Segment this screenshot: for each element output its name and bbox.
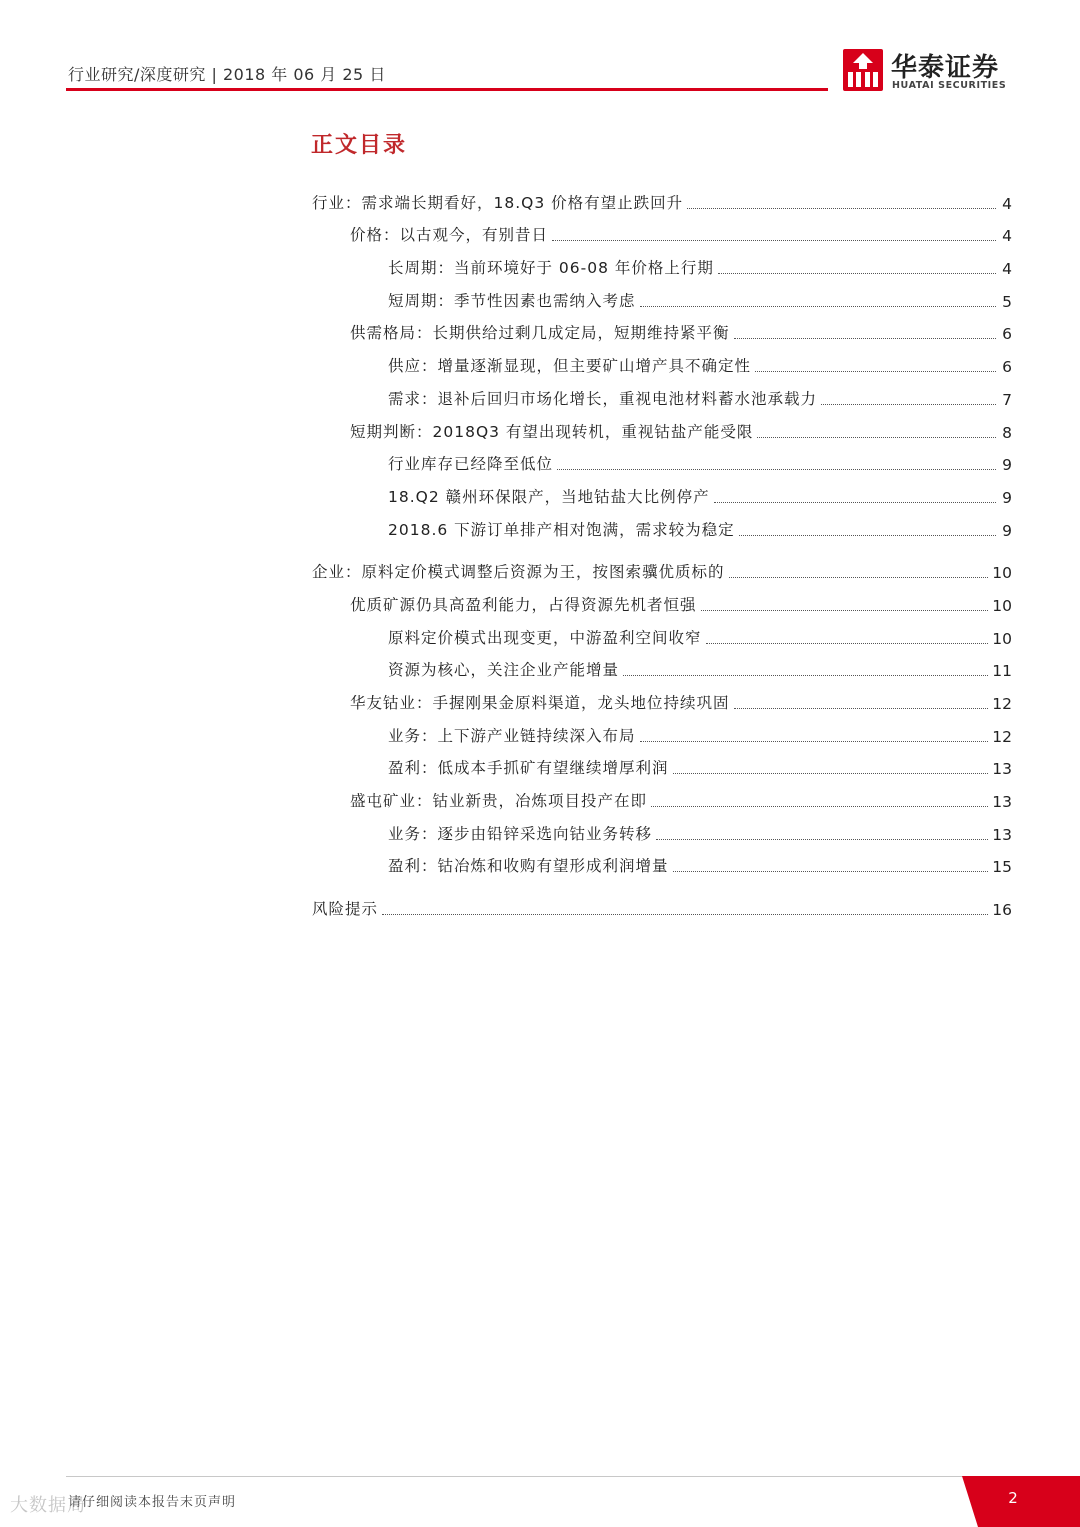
- toc-leader-dots: [382, 914, 988, 915]
- toc-leader-dots: [739, 535, 996, 536]
- toc-entry[interactable]: [312, 415, 1012, 448]
- toc-entry[interactable]: [312, 556, 1012, 589]
- toc-leader-dots: [557, 469, 996, 470]
- toc-entry[interactable]: [312, 382, 1012, 415]
- toc-entry-page: 4: [1002, 227, 1012, 246]
- toc-entry-label: 供需格局：长期供给过剩几成定局，短期维持紧平衡: [350, 324, 730, 343]
- header-rule: [66, 88, 828, 91]
- toc-entry-label: 原料定价模式出现变更，中游盈利空间收窄: [388, 628, 702, 647]
- toc-title: 正文目录: [311, 133, 408, 158]
- toc-entry[interactable]: [312, 850, 1012, 883]
- toc-leader-dots: [701, 610, 989, 611]
- toc-entry[interactable]: [312, 480, 1012, 513]
- toc-entry-label: 业务：上下游产业链持续深入布局: [388, 726, 636, 745]
- toc-entry-page: 6: [1002, 325, 1012, 344]
- toc-leader-dots: [673, 871, 989, 872]
- toc-leader-dots: [640, 306, 996, 307]
- toc-entry[interactable]: [312, 251, 1012, 284]
- toc-entry-page: 11: [992, 662, 1012, 681]
- watermark-text: 大数据局: [10, 1495, 86, 1516]
- toc-entry-page: 8: [1002, 423, 1012, 442]
- toc-leader-dots: [821, 404, 996, 405]
- toc-leader-dots: [734, 708, 989, 709]
- toc-entry-page: 12: [992, 695, 1012, 713]
- toc-entry[interactable]: [312, 317, 1012, 350]
- toc-entry-page: 15: [992, 858, 1012, 877]
- toc-entry-page: 6: [1002, 358, 1012, 377]
- toc-entry-label: 18.Q2 赣州环保限产，当地钴盐大比例停产: [388, 487, 710, 506]
- toc-leader-dots: [552, 240, 996, 241]
- toc-entry[interactable]: [312, 719, 1012, 752]
- toc-entry[interactable]: [312, 686, 1012, 719]
- toc-entry[interactable]: [312, 784, 1012, 817]
- toc-leader-dots: [714, 502, 996, 503]
- toc-entry-page: 12: [992, 727, 1012, 746]
- toc-leader-dots: [755, 371, 996, 372]
- footer-rule: [66, 1476, 971, 1477]
- toc-entry-page: 5: [1002, 292, 1012, 311]
- toc-entry-label: 盛屯矿业：钴业新贵，冶炼项目投产在即: [350, 792, 648, 811]
- toc-leader-dots: [706, 643, 989, 644]
- toc-entry[interactable]: [312, 448, 1012, 481]
- toc-entry-label: 价格：以古观今，有别昔日: [350, 226, 549, 245]
- toc-leader-dots: [718, 273, 996, 274]
- toc-leader-dots: [734, 338, 996, 339]
- toc-entry-label: 盈利：低成本手抓矿有望继续增厚利润: [388, 759, 669, 778]
- toc-leader-dots: [640, 741, 989, 742]
- toc-leader-dots: [729, 577, 989, 578]
- logo-cn-text: 华泰证券: [891, 53, 1000, 83]
- toc-entry-label: 优质矿源仍具高盈利能力，占得资源先机者恒强: [350, 595, 697, 614]
- toc-entry-label: 风险提示: [312, 900, 379, 919]
- toc-entry-label: 2018.6 下游订单排产相对饱满，需求较为稳定: [388, 520, 735, 539]
- toc-entry[interactable]: [312, 219, 1012, 252]
- toc-entry[interactable]: [312, 752, 1012, 785]
- toc-entry-page: 16: [992, 901, 1012, 920]
- toc-entry[interactable]: [312, 817, 1012, 850]
- toc-entry-label: 长周期：当前环境好于 06-08 年价格上行期: [388, 259, 714, 278]
- toc-entry-page: 10: [992, 564, 1012, 583]
- toc-entry-label: 业务：逐步由铅锌采选向钴业务转移: [388, 824, 653, 843]
- toc-entry-page: 13: [992, 825, 1012, 844]
- toc-leader-dots: [757, 437, 996, 438]
- toc-entry[interactable]: [312, 588, 1012, 621]
- toc-entry[interactable]: [312, 186, 1012, 219]
- page-number: 2: [1008, 1489, 1018, 1507]
- toc-entry-label: 行业库存已经降至低位: [388, 455, 554, 474]
- huatai-logo-icon: [843, 49, 883, 91]
- toc-leader-dots: [673, 773, 989, 774]
- toc-entry-label: 供应：增量逐渐显现，但主要矿山增产具不确定性: [388, 357, 752, 376]
- toc-entry-page: 10: [992, 629, 1012, 648]
- toc-entry-label: 需求：退补后回归市场化增长，重视电池材料蓄水池承载力: [388, 389, 818, 408]
- toc-entry-page: 13: [992, 760, 1012, 779]
- toc-entry-page: 9: [1002, 456, 1012, 475]
- toc-entry[interactable]: [312, 621, 1012, 654]
- toc-entry-label: 行业：需求端长期看好，18.Q3 价格有望止跌回升: [312, 193, 684, 212]
- toc-entry-label: 短周期：季节性因素也需纳入考虑: [388, 291, 636, 310]
- toc-entry-page: 4: [1002, 260, 1012, 279]
- toc-entry-page: 13: [992, 793, 1012, 812]
- company-logo: [843, 49, 1018, 93]
- toc-entry[interactable]: [312, 284, 1012, 317]
- toc-entry-label: 资源为核心，关注企业产能增量: [388, 661, 620, 680]
- toc-entry[interactable]: [312, 654, 1012, 687]
- toc-entry-label: 短期判断：2018Q3 有望出现转机，重视钴盐产能受限: [350, 422, 754, 441]
- toc-leader-dots: [687, 208, 996, 209]
- toc-leader-dots: [623, 675, 988, 676]
- table-of-contents: [312, 186, 1012, 925]
- toc-entry[interactable]: [312, 349, 1012, 382]
- header-date-text: 行业研究/深度研究 | 2018 年 06 月 25 日: [68, 65, 386, 84]
- toc-entry-page: 10: [992, 596, 1012, 615]
- toc-entry[interactable]: [312, 513, 1012, 546]
- toc-entry-page: 4: [1002, 194, 1012, 213]
- logo-en-text: HUATAI SECURITIES: [892, 80, 1007, 91]
- toc-entry-label: 盈利：钴冶炼和收购有望形成利润增量: [388, 857, 669, 876]
- toc-entry-page: 9: [1002, 488, 1012, 507]
- toc-entry-label: 华友钴业：手握刚果金原料渠道，龙头地位持续巩固: [350, 694, 730, 712]
- toc-entry-page: 7: [1002, 390, 1012, 409]
- toc-entry-page: 9: [1002, 521, 1012, 540]
- footer-disclaimer: 请仔细阅读本报告末页声明: [68, 1495, 237, 1510]
- toc-entry-label: 企业：原料定价模式调整后资源为王，按图索骥优质标的: [312, 563, 725, 582]
- toc-entry[interactable]: [312, 892, 1012, 925]
- toc-leader-dots: [656, 839, 988, 840]
- toc-leader-dots: [651, 806, 988, 807]
